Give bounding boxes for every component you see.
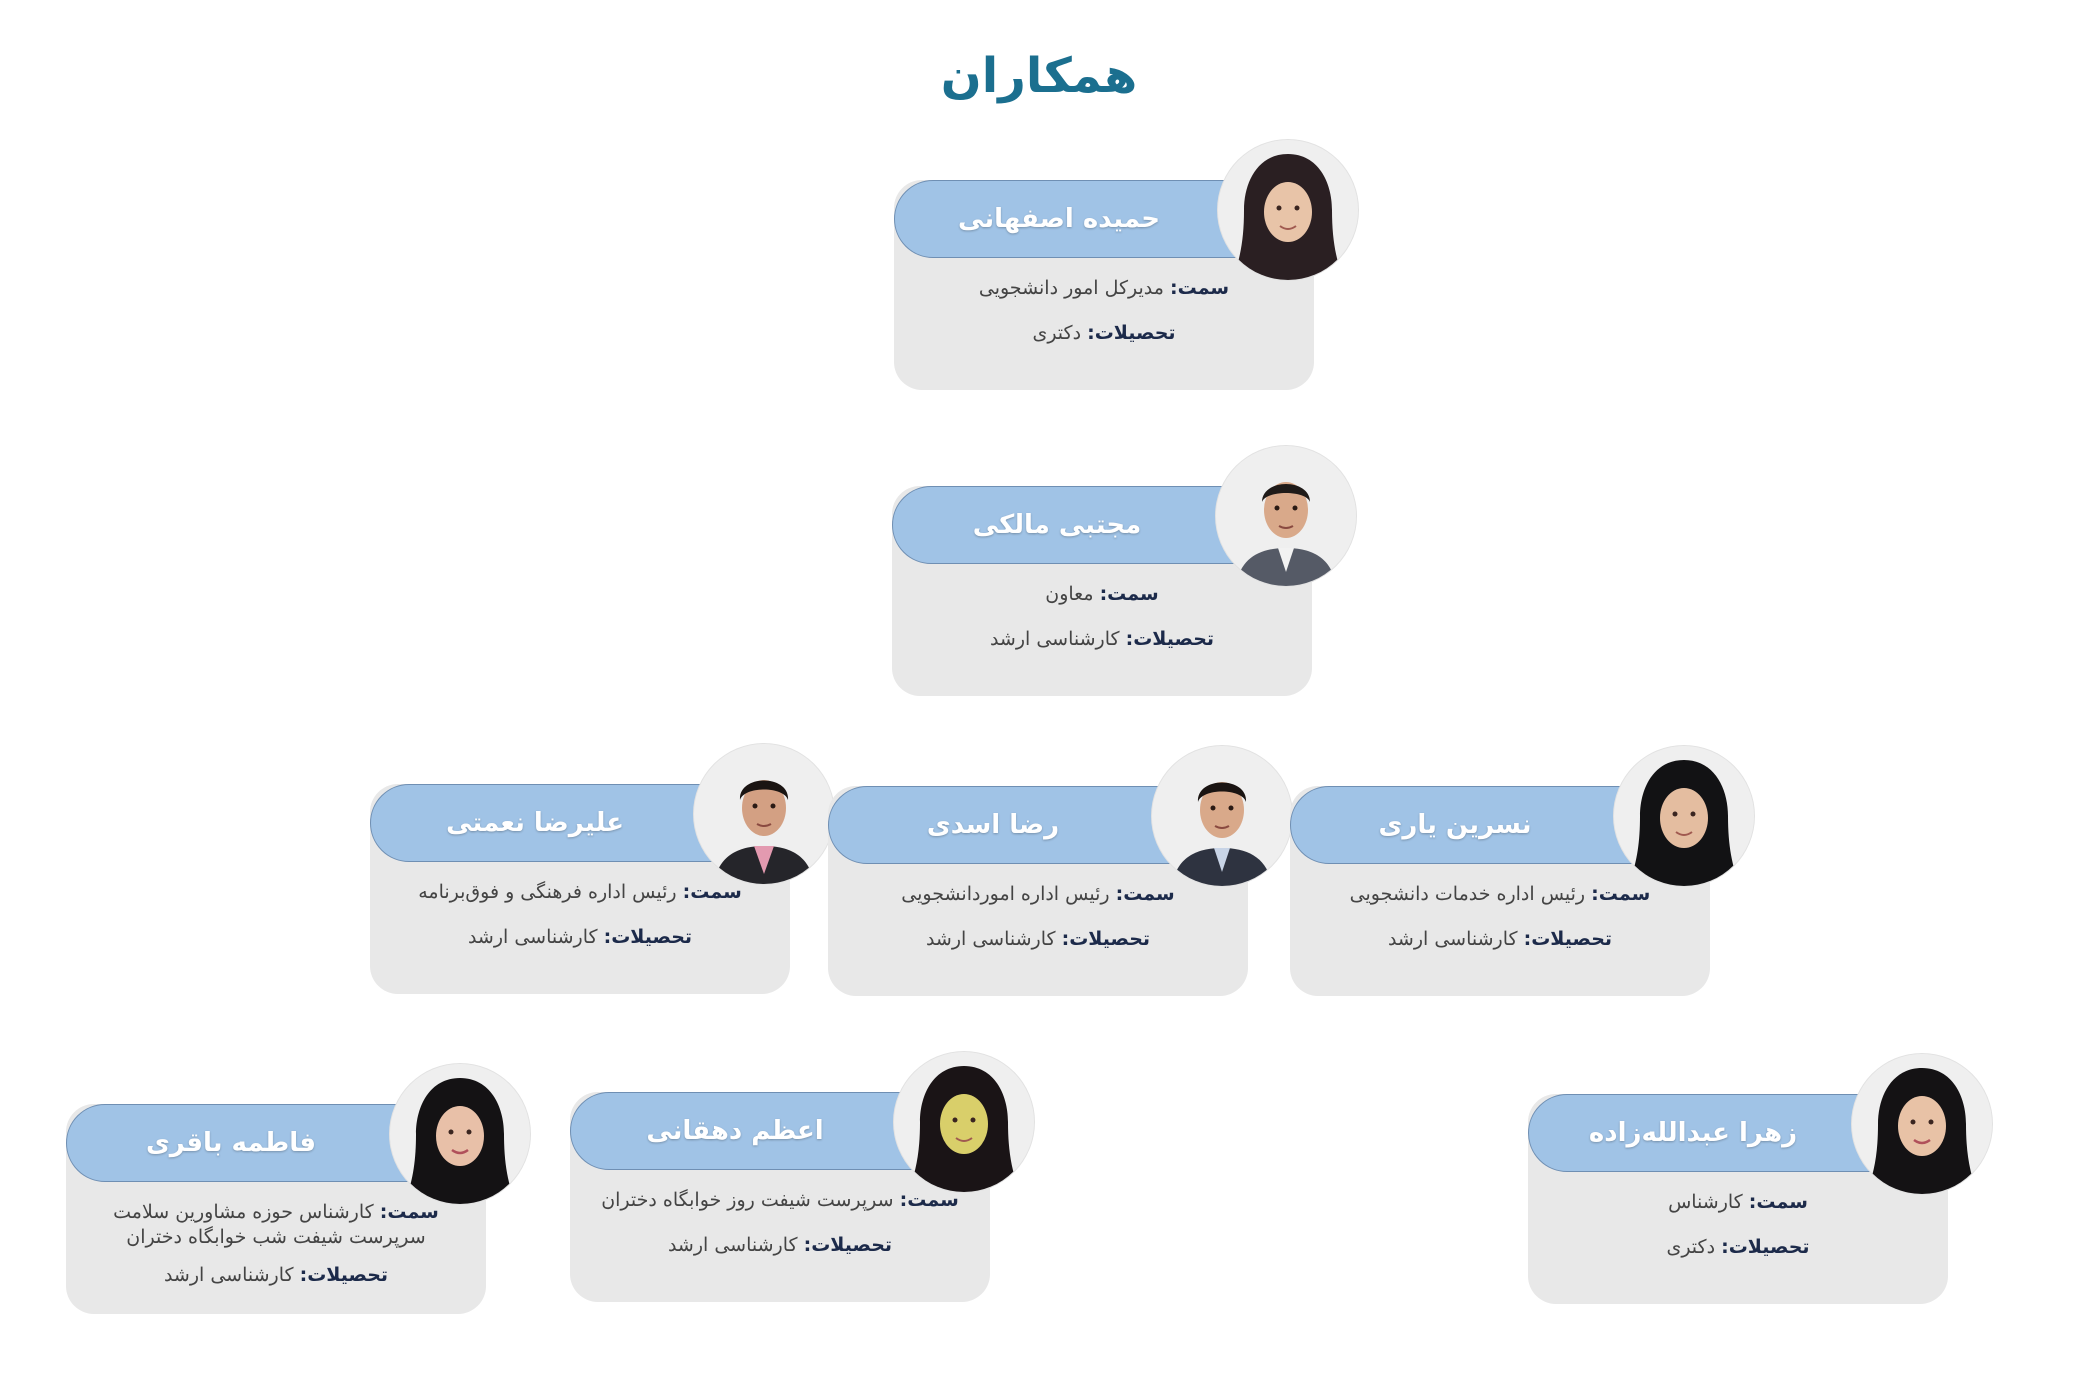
male-avatar-icon	[1152, 746, 1292, 886]
education-value: کارشناسی ارشد	[667, 1233, 798, 1256]
position-value: کارشناس	[1668, 1191, 1743, 1213]
position-label: سمت:	[379, 1201, 439, 1223]
education-value: کارشناسی ارشد	[1387, 927, 1518, 950]
education-label: تحصیلات:	[803, 1233, 893, 1256]
staff-card-abdollahzadeh	[1528, 1094, 1948, 1304]
position-value: مدیرکل امور دانشجویی	[978, 277, 1164, 299]
staff-name: فاطمه باقری	[66, 1104, 486, 1182]
position-value-line2: سرپرست شیفت شب خوابگاه دختران	[126, 1225, 426, 1248]
education-label: تحصیلات:	[299, 1264, 389, 1287]
education-label: تحصیلات:	[1087, 321, 1176, 344]
male-avatar-icon	[694, 744, 834, 884]
education-label: تحصیلات:	[1721, 1235, 1810, 1258]
education-value: کارشناسی ارشد	[989, 627, 1120, 650]
female-avatar-icon	[1852, 1054, 1992, 1194]
education-label: تحصیلات:	[1523, 927, 1613, 950]
position-value: معاون	[1045, 583, 1094, 605]
position-label: سمت:	[682, 881, 742, 903]
education-label: تحصیلات:	[1061, 927, 1151, 950]
education-value: کارشناسی ارشد	[467, 925, 598, 948]
male-avatar-icon	[1216, 446, 1356, 586]
female-avatar-icon	[894, 1052, 1034, 1192]
position-label: سمت:	[899, 1189, 959, 1211]
position-label: سمت:	[1748, 1191, 1808, 1213]
education-value: دکتری	[1666, 1235, 1716, 1258]
staff-card-nemati	[370, 784, 790, 994]
staff-card-bagheri	[66, 1104, 486, 1314]
education-value: کارشناسی ارشد	[163, 1264, 294, 1287]
female-avatar-icon	[1614, 746, 1754, 886]
female-avatar-icon	[390, 1064, 530, 1204]
page-title: همکاران	[940, 48, 1138, 104]
staff-name: علیرضا نعمتی	[370, 784, 790, 862]
education-label: تحصیلات:	[1125, 627, 1215, 650]
position-value: کارشناس حوزه مشاورین سلامت	[113, 1201, 374, 1223]
position-label: سمت:	[1099, 583, 1159, 605]
position-value: سرپرست شیفت روز خوابگاه دختران	[601, 1189, 894, 1211]
education-label: تحصیلات:	[603, 925, 693, 948]
staff-name: رضا اسدی	[828, 786, 1248, 864]
position-label: سمت:	[1169, 277, 1230, 299]
staff-name: مجتبی مالکی	[892, 486, 1312, 564]
staff-card-asadi	[828, 786, 1248, 996]
staff-card-maleki	[892, 486, 1312, 696]
position-label: سمت:	[1115, 883, 1175, 905]
position-value: رئیس اداره اموردانشجویی	[901, 883, 1110, 905]
staff-card-yari	[1290, 786, 1710, 996]
staff-name: حمیده اصفهانی	[894, 180, 1314, 258]
education-value: کارشناسی ارشد	[925, 927, 1056, 950]
female-avatar-icon	[1218, 140, 1358, 280]
position-value: رئیس اداره فرهنگی و فوق‌برنامه	[418, 881, 677, 903]
staff-name: زهرا عبدالله‌زاده	[1528, 1094, 1948, 1172]
staff-name: اعظم دهقانی	[570, 1092, 990, 1170]
staff-card-esfahani	[894, 180, 1314, 390]
staff-card-dehghani	[570, 1092, 990, 1302]
position-value: رئیس اداره خدمات دانشجویی	[1349, 883, 1586, 905]
staff-name: نسرین یاری	[1290, 786, 1710, 864]
position-label: سمت:	[1591, 883, 1651, 905]
education-value: دکتری	[1032, 321, 1082, 344]
